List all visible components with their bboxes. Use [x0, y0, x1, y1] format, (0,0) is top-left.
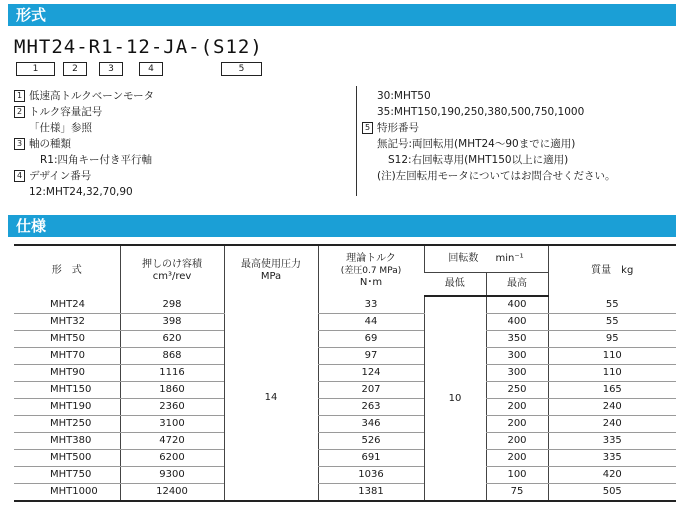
header-torque-label: 理論トルク — [346, 253, 396, 264]
cell-max-speed: 200 — [486, 416, 548, 433]
header-displacement-unit: cm³/rev — [152, 271, 192, 282]
cell-model: MHT24 — [14, 296, 120, 314]
cell-mass: 110 — [548, 365, 676, 382]
cell-displacement: 6200 — [120, 450, 224, 467]
note-text: 軸の種類 — [29, 138, 71, 150]
note-text: 無記号:両回転用(MHT24～90までに適用) — [377, 138, 576, 150]
cell-torque: 69 — [318, 331, 424, 348]
header-displacement — [120, 245, 224, 296]
cell-mass: 505 — [548, 484, 676, 502]
cell-mass: 240 — [548, 416, 676, 433]
note-number: 4 — [14, 170, 25, 182]
cell-displacement: 2360 — [120, 399, 224, 416]
cell-max-speed: 100 — [486, 467, 548, 484]
cell-max-speed: 75 — [486, 484, 548, 502]
table-row — [14, 484, 676, 502]
notes-left — [14, 88, 154, 200]
cell-model: MHT50 — [14, 331, 120, 348]
note-text: S12:右回転専用(MHT150以上に適用) — [388, 154, 569, 166]
cell-torque: 124 — [318, 365, 424, 382]
table-row — [14, 467, 676, 484]
table-row — [14, 416, 676, 433]
cell-displacement: 1116 — [120, 365, 224, 382]
param-box-1: 1 — [16, 62, 55, 76]
note-item — [14, 184, 154, 200]
header-speed-label: 回転数 — [448, 253, 479, 264]
cell-max-speed: 400 — [486, 296, 548, 314]
header-torque-unit: N･m — [359, 277, 383, 288]
note-item — [14, 152, 154, 168]
model-code: MHT24-R1-12-JA-(S12) — [14, 36, 263, 58]
cell-torque: 691 — [318, 450, 424, 467]
table-row — [14, 314, 676, 331]
cell-max-speed: 200 — [486, 450, 548, 467]
cell-torque: 263 — [318, 399, 424, 416]
cell-torque: 526 — [318, 433, 424, 450]
cell-displacement: 3100 — [120, 416, 224, 433]
cell-max-speed: 300 — [486, 365, 548, 382]
cell-torque: 346 — [318, 416, 424, 433]
spec-table — [14, 244, 676, 502]
section-title: 形式 — [16, 6, 47, 24]
note-text: 低速高トルクベーンモータ — [29, 90, 155, 102]
cell-max-speed: 200 — [486, 433, 548, 450]
header-torque — [318, 245, 424, 296]
note-text: 12:MHT24,32,70,90 — [29, 186, 133, 198]
cell-torque: 1036 — [318, 467, 424, 484]
note-number: 5 — [362, 122, 373, 134]
note-item — [14, 136, 154, 152]
table-row — [14, 348, 676, 365]
cell-torque: 44 — [318, 314, 424, 331]
note-item — [14, 88, 154, 104]
cell-displacement: 4720 — [120, 433, 224, 450]
header-model: 形 式 — [14, 245, 120, 296]
header-pressure — [224, 245, 318, 296]
note-item — [14, 168, 154, 184]
cell-mass: 55 — [548, 296, 676, 314]
note-text: 「仕様」参照 — [29, 122, 92, 134]
cell-displacement: 12400 — [120, 484, 224, 502]
note-text: R1:四角キー付き平行軸 — [40, 154, 153, 166]
header-speed-unit: min⁻¹ — [495, 253, 524, 264]
cell-model: MHT90 — [14, 365, 120, 382]
cell-max-speed: 200 — [486, 399, 548, 416]
note-item — [362, 88, 616, 104]
header-speed-min: 最低 — [424, 273, 486, 297]
param-box-2: 2 — [63, 62, 87, 76]
param-box-3: 3 — [99, 62, 123, 76]
table-row — [14, 382, 676, 399]
cell-model: MHT500 — [14, 450, 120, 467]
header-speed — [424, 245, 548, 273]
cell-displacement: 9300 — [120, 467, 224, 484]
param-box-5: 5 — [221, 62, 262, 76]
cell-model: MHT190 — [14, 399, 120, 416]
cell-model: MHT32 — [14, 314, 120, 331]
cell-displacement: 1860 — [120, 382, 224, 399]
table-row — [14, 399, 676, 416]
cell-displacement: 398 — [120, 314, 224, 331]
header-speed-max: 最高 — [486, 273, 548, 297]
header-displacement-label: 押しのけ容積 — [142, 259, 202, 270]
note-text: 30:MHT50 — [377, 90, 431, 102]
cell-model: MHT250 — [14, 416, 120, 433]
cell-max-speed: 350 — [486, 331, 548, 348]
note-item — [14, 104, 154, 120]
note-text: 35:MHT150,190,250,380,500,750,1000 — [377, 106, 585, 118]
section-header-model-code — [8, 4, 676, 26]
cell-mass: 335 — [548, 450, 676, 467]
note-item — [14, 120, 154, 136]
header-pressure-label: 最高使用圧力 — [241, 259, 301, 270]
note-number: 3 — [14, 138, 25, 150]
table-row — [14, 450, 676, 467]
cell-model: MHT750 — [14, 467, 120, 484]
note-text: デザイン番号 — [29, 170, 92, 182]
cell-model: MHT70 — [14, 348, 120, 365]
cell-mass: 95 — [548, 331, 676, 348]
note-number: 2 — [14, 106, 25, 118]
cell-mass: 240 — [548, 399, 676, 416]
cell-model: MHT150 — [14, 382, 120, 399]
cell-torque: 97 — [318, 348, 424, 365]
note-item — [362, 120, 616, 136]
section-title: 仕様 — [16, 217, 47, 235]
cell-torque: 207 — [318, 382, 424, 399]
cell-mass: 165 — [548, 382, 676, 399]
note-text: (注)左回転用モータについてはお問合せください。 — [377, 170, 616, 182]
note-item — [362, 168, 616, 184]
cell-displacement: 868 — [120, 348, 224, 365]
note-text: 特形番号 — [377, 122, 419, 134]
cell-max-speed: 400 — [486, 314, 548, 331]
cell-min-speed: 10 — [424, 296, 486, 501]
table-row — [14, 296, 676, 314]
section-header-specs — [8, 215, 676, 237]
header-pressure-unit: MPa — [260, 271, 282, 282]
cell-pressure: 14 — [224, 296, 318, 501]
cell-torque: 33 — [318, 296, 424, 314]
cell-mass: 420 — [548, 467, 676, 484]
note-item — [362, 136, 616, 152]
note-item — [362, 104, 616, 120]
table-row — [14, 433, 676, 450]
cell-max-speed: 250 — [486, 382, 548, 399]
param-box-4: 4 — [139, 62, 163, 76]
cell-model: MHT1000 — [14, 484, 120, 502]
note-item — [362, 152, 616, 168]
cell-model: MHT380 — [14, 433, 120, 450]
cell-mass: 110 — [548, 348, 676, 365]
notes-right — [362, 88, 616, 184]
cell-displacement: 298 — [120, 296, 224, 314]
table-row — [14, 365, 676, 382]
column-divider — [356, 86, 357, 196]
header-torque-note: (差圧0.7 MPa) — [340, 266, 402, 276]
cell-mass: 55 — [548, 314, 676, 331]
table-row — [14, 331, 676, 348]
header-mass: 質量 kg — [548, 245, 676, 296]
cell-max-speed: 300 — [486, 348, 548, 365]
note-text: トルク容量記号 — [29, 106, 103, 118]
cell-displacement: 620 — [120, 331, 224, 348]
cell-mass: 335 — [548, 433, 676, 450]
note-number: 1 — [14, 90, 25, 102]
cell-torque: 1381 — [318, 484, 424, 502]
